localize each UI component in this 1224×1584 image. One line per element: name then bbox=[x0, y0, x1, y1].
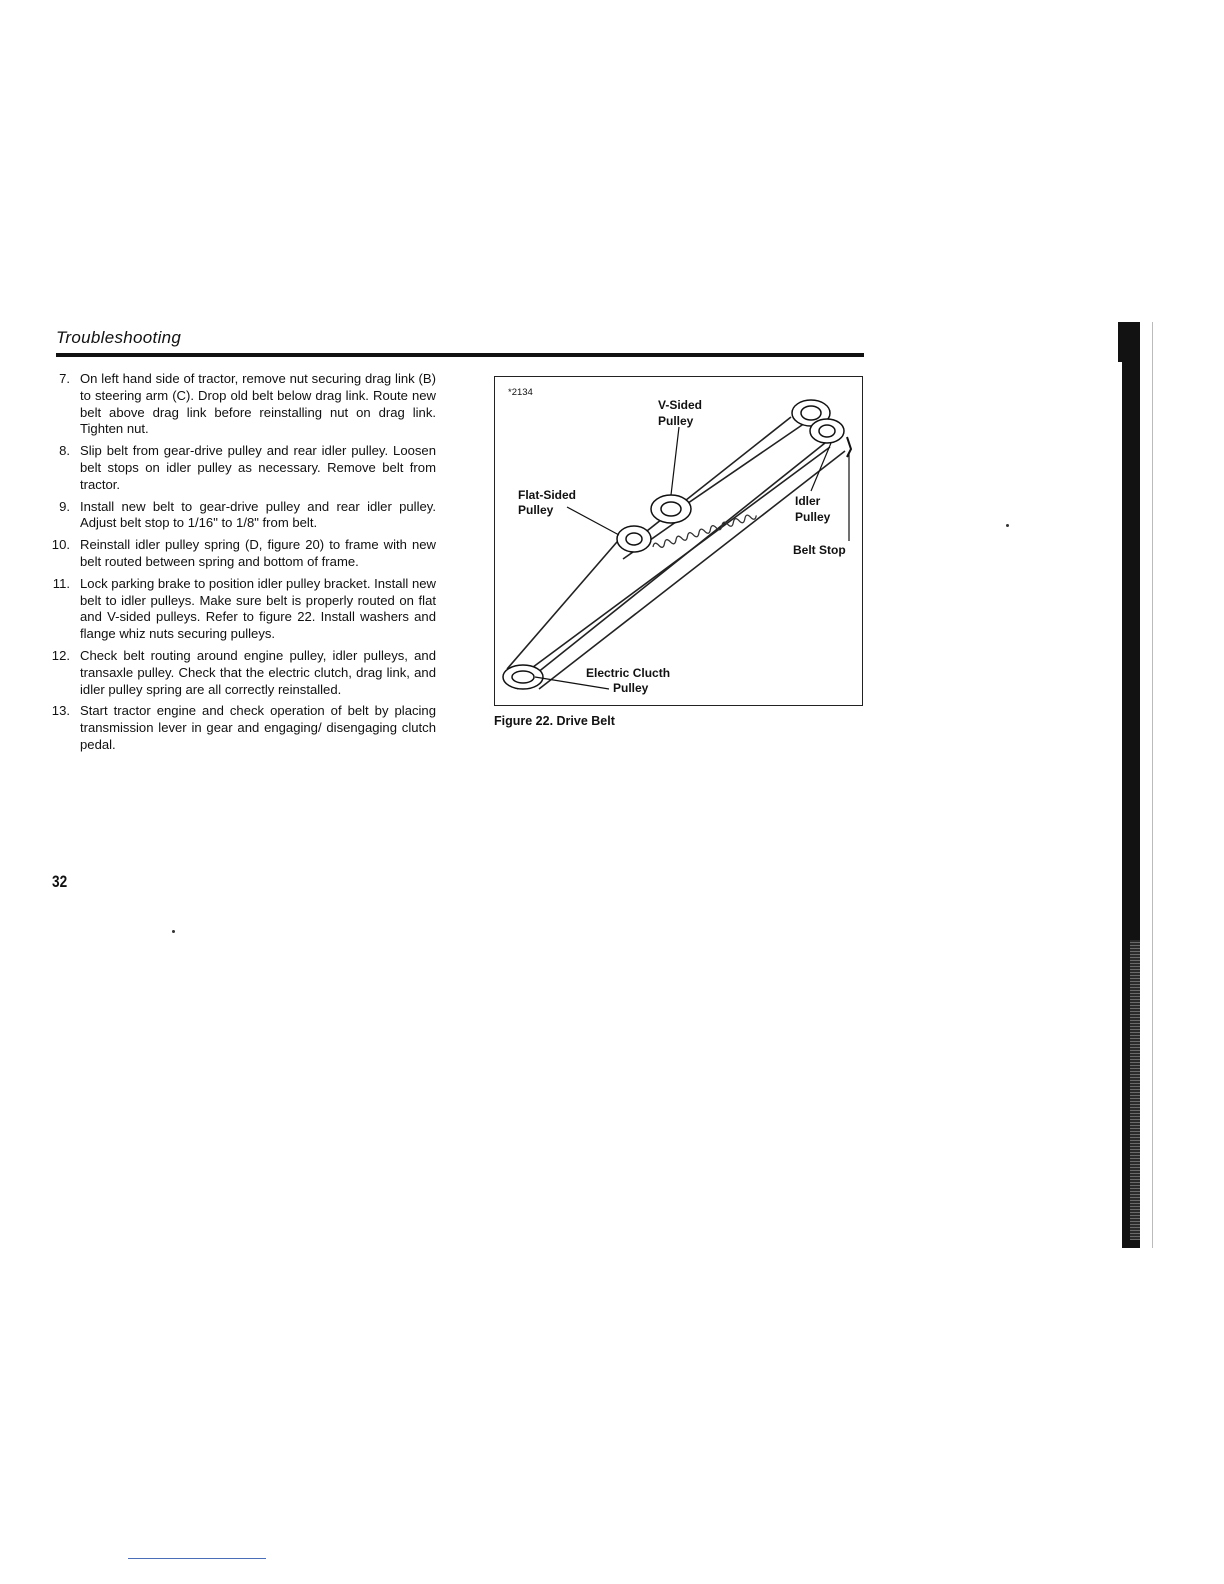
leader-flat-sided bbox=[567, 507, 619, 535]
belt-strand bbox=[507, 535, 623, 669]
step-13 bbox=[46, 703, 436, 753]
leader-lines bbox=[535, 427, 849, 689]
scan-speck bbox=[172, 930, 175, 933]
idler-pulley-hub bbox=[819, 425, 835, 437]
step-number: 7. bbox=[59, 371, 70, 386]
step-number: 13. bbox=[51, 703, 70, 719]
label-v-sided-pulley: Pulley bbox=[658, 414, 694, 428]
step-text: Install new belt to gear-drive pulley and rear idler pulley. Adjust belt stop to 1/16" to 1/8" from belt. bbox=[80, 498, 436, 531]
step-8 bbox=[46, 443, 436, 493]
figure-caption: Figure 22. Drive Belt bbox=[494, 714, 615, 728]
header-rule bbox=[56, 353, 864, 357]
step-text: Lock parking brake to position idler pulley bracket. Install new belt to idler pulleys. Make sure belt is properly routed on flat and V-sided pulleys. Refer to figure 22. Install washers and flange whiz nuts securing pulleys. bbox=[80, 575, 436, 642]
step-12 bbox=[46, 648, 436, 698]
step-text: Start tractor engine and check operation of belt by placing transmission lever in gear and engaging/ disengaging clutch pedal. bbox=[80, 703, 436, 752]
page-number: 32 bbox=[52, 872, 68, 891]
drive-belt-figure bbox=[494, 376, 863, 706]
scan-speck bbox=[1006, 524, 1009, 527]
belt-strand bbox=[539, 451, 845, 689]
electric-clutch-pulley-hub bbox=[512, 671, 534, 683]
label-idler-pulley: Pulley bbox=[795, 510, 831, 524]
leader-v-sided bbox=[671, 427, 679, 495]
v-sided-pulley-hub bbox=[801, 406, 821, 420]
step-7 bbox=[46, 371, 436, 438]
step-11 bbox=[46, 576, 436, 643]
label-electric-clutch-pulley: Pulley bbox=[613, 681, 649, 695]
label-idler: Idler bbox=[795, 494, 821, 508]
label-belt-stop: Belt Stop bbox=[793, 543, 846, 557]
belt-strand bbox=[525, 447, 830, 673]
label-flat-sided-pulley: Pulley bbox=[518, 503, 554, 517]
step-text: Check belt routing around engine pulley, idler pulleys, and transaxle pulley. Check that the electric clutch, drag link, and idler pulley spring are all correctly reinstalled. bbox=[80, 647, 436, 697]
step-9 bbox=[46, 499, 436, 533]
step-text: On left hand side of tractor, remove nut securing drag link (B) to steering arm (C). Drop old belt below drag link. Route new belt above drag link before reinstalling nut on drag link. Tighten nut. bbox=[80, 371, 436, 437]
belt-strand bbox=[675, 423, 805, 512]
step-number: 12. bbox=[51, 647, 70, 663]
step-10 bbox=[46, 537, 436, 571]
footnote-rule bbox=[128, 1558, 266, 1559]
label-v-sided: V-Sided bbox=[658, 398, 703, 412]
section-title: Troubleshooting bbox=[56, 328, 182, 347]
step-number: 9. bbox=[59, 498, 70, 514]
drive-belt-diagram bbox=[495, 377, 864, 707]
step-number: 10. bbox=[51, 537, 70, 553]
leader-idler bbox=[811, 443, 831, 491]
figure-ref-number: *2134 bbox=[508, 387, 533, 398]
step-number: 8. bbox=[59, 443, 70, 459]
step-text: Slip belt from gear-drive pulley and rear idler pulley. Loosen belt stops on idler pulley as necessary. Remove belt from tractor. bbox=[80, 443, 436, 492]
label-flat-sided: Flat-Sided bbox=[518, 488, 577, 502]
label-electric-clutch: Electric Clucth bbox=[586, 666, 671, 680]
binding-edge-texture bbox=[1130, 940, 1140, 1240]
belt-strand bbox=[633, 417, 791, 542]
step-text: Reinstall idler pulley spring (D, figure 20) to frame with new belt routed between spring and bottom of frame. bbox=[80, 537, 436, 569]
instruction-steps bbox=[46, 371, 436, 759]
step-number: 11. bbox=[52, 575, 70, 591]
center-pulley-hub bbox=[661, 502, 681, 516]
binding-edge-line bbox=[1152, 322, 1153, 1248]
flat-sided-pulley-hub bbox=[626, 533, 642, 545]
